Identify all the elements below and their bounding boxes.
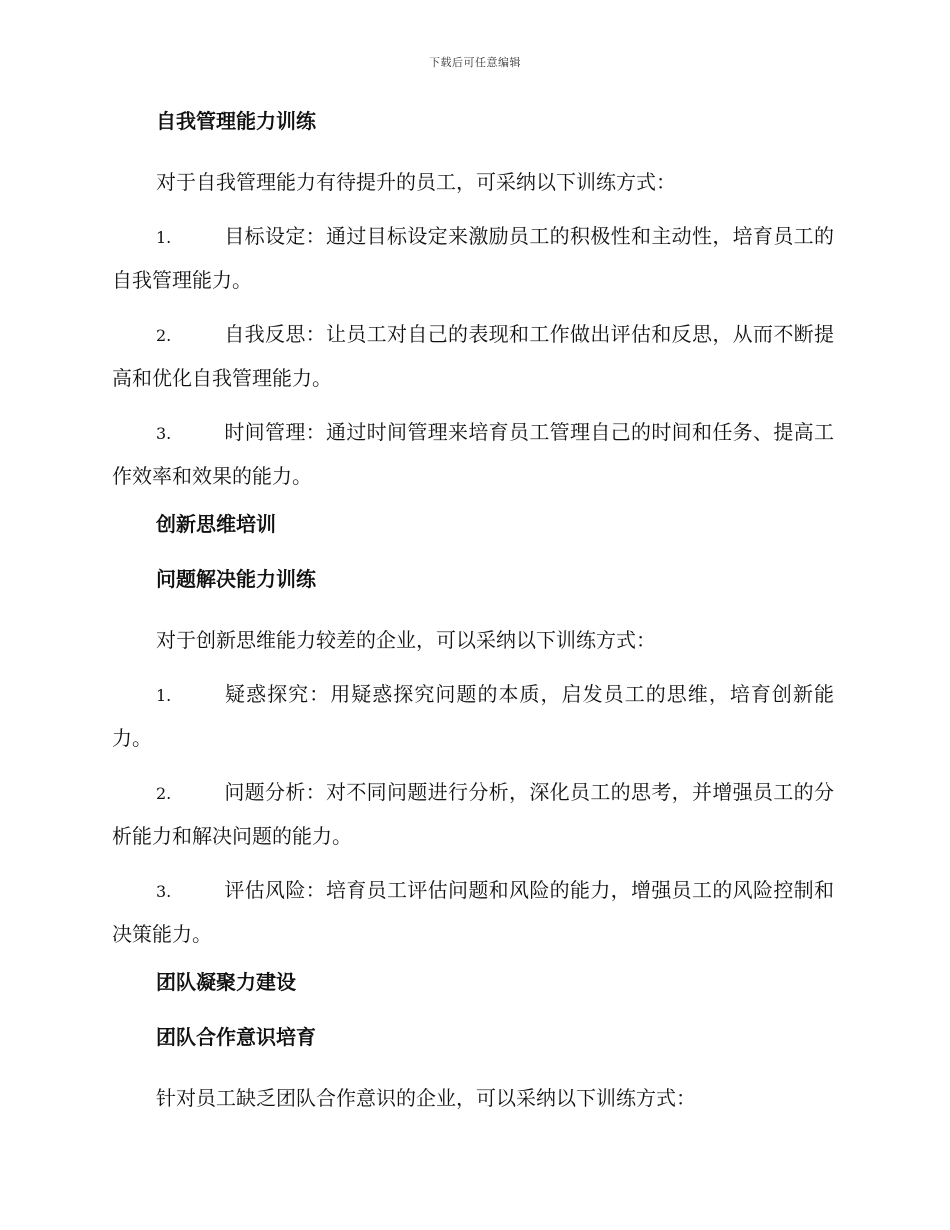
section-heading-team-cohesion: 团队凝聚力建设 [156, 970, 296, 994]
list-item-number: 3. [156, 424, 172, 443]
list-item [112, 411, 834, 497]
list-item [112, 313, 834, 399]
page-header-note: 下载后可任意编辑 [429, 56, 521, 69]
list-item [112, 215, 834, 301]
list-item-text: 疑惑探究：用疑惑探究问题的本质，启发员工的思维，培育创新能力。 [112, 682, 834, 750]
list-item-text: 自我反思：让员工对自己的表现和工作做出评估和反思，从而不断提高和优化自我管理能力。 [112, 322, 834, 390]
list-item [112, 673, 834, 759]
list-item-text: 评估风险：培育员工评估问题和风险的能力，增强员工的风险控制和决策能力。 [112, 878, 834, 946]
list-item-number: 2. [156, 784, 172, 803]
section-intro-teamwork: 针对员工缺乏团队合作意识的企业，可以采纳以下训练方式： [156, 1086, 696, 1110]
list-item [112, 771, 834, 857]
section-intro-self-management: 对于自我管理能力有待提升的员工，可采纳以下训练方式： [156, 170, 676, 194]
list-item [112, 869, 834, 955]
list-item-number: 2. [156, 326, 172, 345]
section-heading-innovation: 创新思维培训 [156, 512, 276, 536]
list-item-number: 3. [156, 882, 172, 901]
document-body [112, 106, 834, 1131]
list-item-number: 1. [156, 686, 172, 705]
section-intro-problem-solving: 对于创新思维能力较差的企业，可以采纳以下训练方式： [156, 628, 656, 652]
list-item-text: 问题分析：对不同问题进行分析，深化员工的思考，并增强员工的分析能力和解决问题的能力。 [112, 780, 834, 848]
section-heading-self-management: 自我管理能力训练 [156, 109, 316, 133]
list-item-number: 1. [156, 228, 172, 247]
list-item-text: 时间管理：通过时间管理来培育员工管理自己的时间和任务、提高工作效率和效果的能力。 [112, 420, 834, 488]
section-heading-problem-solving: 问题解决能力训练 [156, 567, 316, 591]
list-item-text: 目标设定：通过目标设定来激励员工的积极性和主动性，培育员工的自我管理能力。 [112, 224, 834, 292]
section-heading-teamwork: 团队合作意识培育 [156, 1025, 316, 1049]
